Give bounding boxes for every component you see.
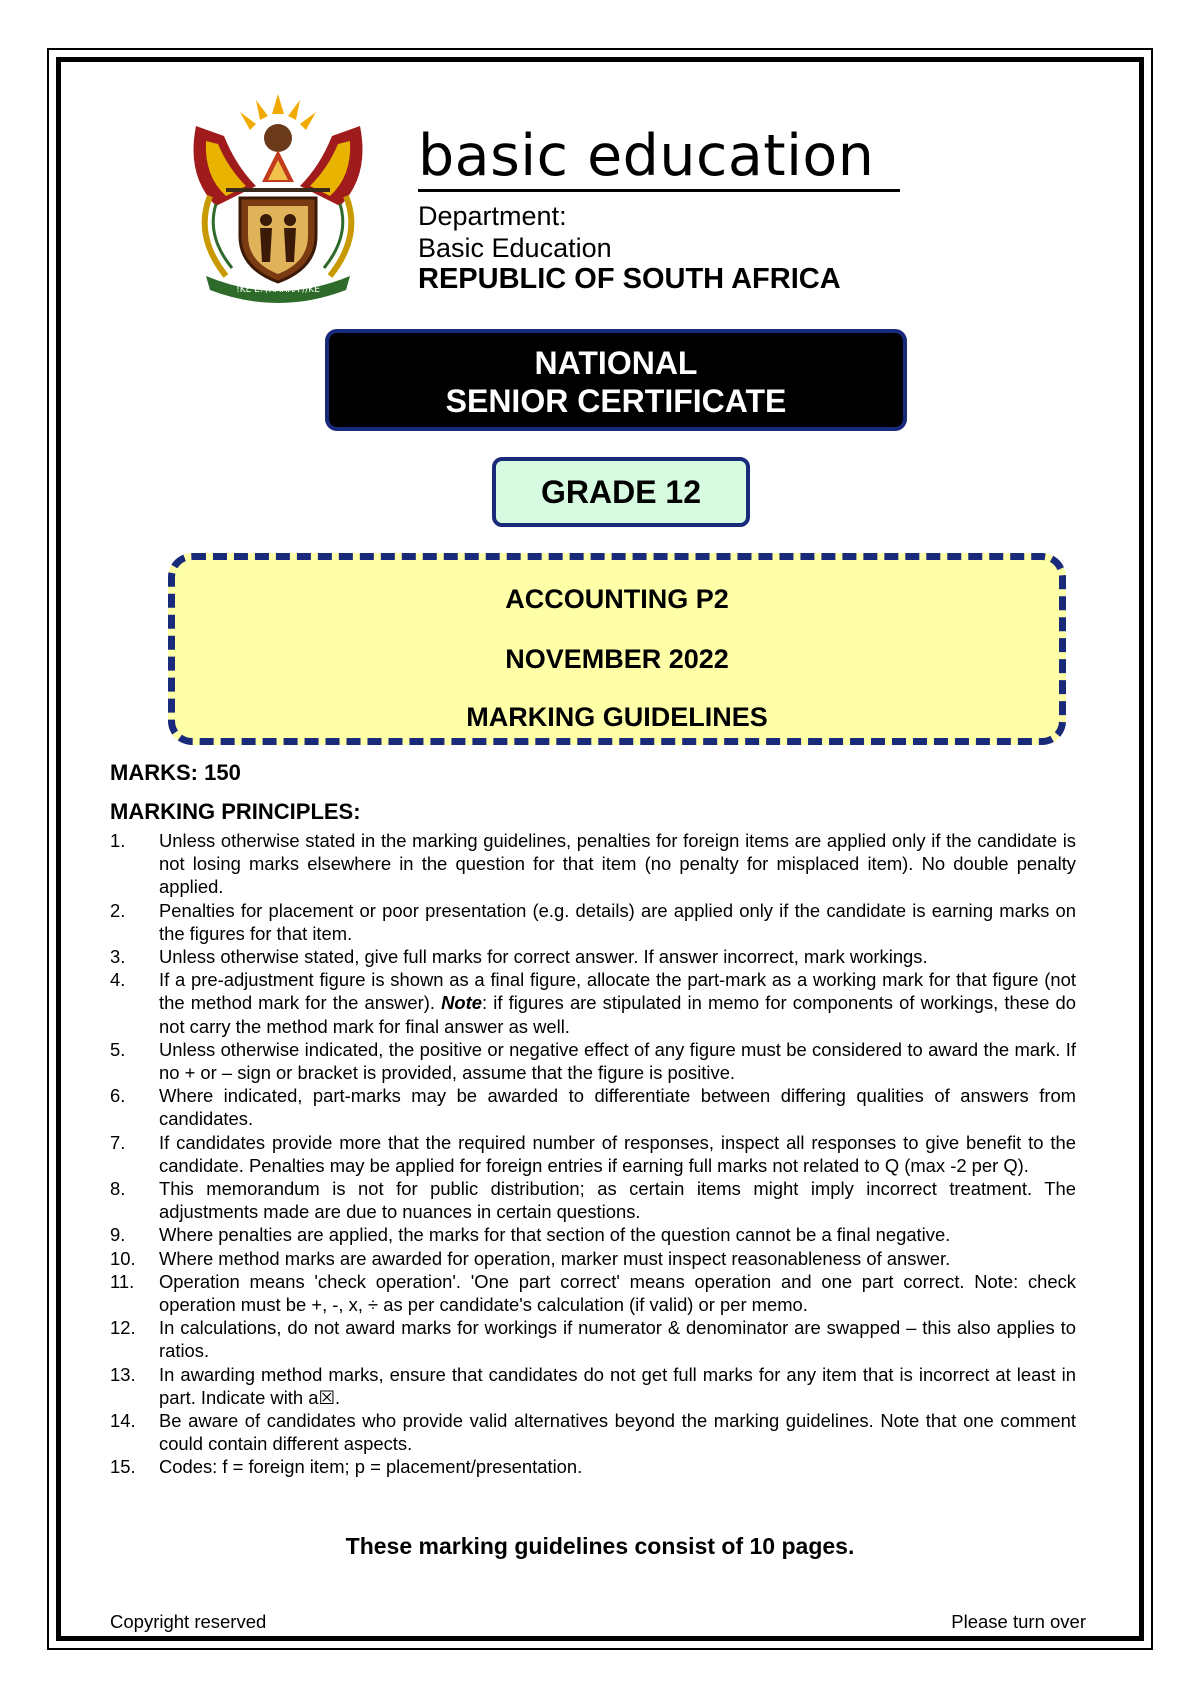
principle-item: [110, 1177, 1076, 1223]
principle-text: Where indicated, part-marks may be awarded to differentiate between differing qualities of answers from candidates.: [159, 1085, 1076, 1130]
principle-item: [110, 1363, 1076, 1409]
principle-text: Be aware of candidates who provide valid alternatives beyond the marking guidelines. Note that one comment could contain different aspects.: [159, 1410, 1076, 1455]
principle-item: [110, 1409, 1076, 1455]
certificate-line-1: NATIONAL: [534, 345, 698, 381]
principle-item: [110, 968, 1076, 1038]
principles-list: [110, 829, 1076, 1479]
principle-item: [110, 945, 1076, 968]
principle-number: 2.: [110, 899, 126, 921]
brand-divider: [418, 189, 900, 192]
principle-text: Operation means 'check operation'. 'One part correct' means operation and one part correct. Note: check operation must be +, -, x, ÷ as per candidate's calculation (if valid) or per memo.: [159, 1270, 1076, 1316]
principle-number: 4.: [110, 969, 126, 991]
principle-item: [110, 1455, 1076, 1478]
principle-number: 7.: [110, 1131, 126, 1153]
page-count-note: These marking guidelines consist of 10 pages.: [345, 1533, 855, 1559]
principle-number: 1.: [110, 830, 126, 851]
principle-item: [110, 899, 1076, 945]
grade-badge: GRADE 12: [492, 457, 750, 527]
principle-text: Where method marks are awarded for operation, marker must inspect reasonableness of answer.: [159, 1247, 951, 1269]
principle-text: Penalties for placement or poor presentation (e.g. details) are applied only if the candidate is earning marks on the figures for that item.: [159, 899, 1076, 944]
principle-number: 3.: [110, 946, 126, 968]
principle-number: 15.: [110, 1456, 136, 1478]
principle-text: Unless otherwise stated, give full marks for correct answer. If answer incorrect, mark workings.: [159, 946, 928, 968]
principle-text: Where penalties are applied, the marks for that section of the question cannot be a final negative.: [159, 1224, 951, 1246]
total-marks: MARKS: 150: [110, 760, 241, 785]
principle-number: 11.: [110, 1270, 135, 1292]
principle-text: Unless otherwise indicated, the positive or negative effect of any figure must be considered to award the mark. If no + or – sign or bracket is provided, assume that the figure is positive.: [159, 1038, 1076, 1084]
certificate-line-2: SENIOR CERTIFICATE: [445, 383, 787, 419]
principle-text: In calculations, do not award marks for workings if numerator & denominator are swapped – this also applies to ratios.: [159, 1317, 1076, 1362]
document-kind: MARKING GUIDELINES: [466, 702, 768, 732]
principle-emphasis: Note: [441, 992, 483, 1014]
principle-item: [110, 1270, 1076, 1316]
department-label: Department:: [418, 201, 567, 231]
principle-item: [110, 829, 1076, 899]
principle-text-continued: : if figures are stipulated in memo for components of workings, these do not carry the method mark for final answer as well.: [159, 992, 1077, 1037]
department-name: Basic Education: [418, 233, 612, 263]
principle-item: [110, 1316, 1076, 1362]
principle-number: 14.: [110, 1410, 136, 1432]
principles-heading: MARKING PRINCIPLES:: [110, 799, 361, 824]
subject-panel: [168, 553, 1066, 745]
principle-text: If candidates provide more that the required number of responses, inspect all responses to give benefit to the candidate. Penalties may be applied for foreign entries if earning full marks not related to Q (max -2 per Q).: [159, 1131, 1076, 1176]
principle-text: This memorandum is not for public distribution; as certain items might imply incorrect treatment. The adjustments made are due to nuances in certain questions.: [159, 1178, 1076, 1223]
principle-number: 9.: [110, 1224, 126, 1246]
exam-date: NOVEMBER 2022: [505, 644, 729, 674]
certificate-banner: [325, 329, 907, 431]
copyright-notice: Copyright reserved: [110, 1611, 267, 1632]
principle-item: [110, 1131, 1076, 1177]
principle-text: In awarding method marks, ensure that candidates do not get full marks for any item that is incorrect at least in part. Indicate with a☒.: [159, 1363, 1076, 1408]
country-name: REPUBLIC OF SOUTH AFRICA: [418, 263, 841, 295]
principle-number: 10.: [110, 1247, 136, 1269]
brand-title: basic education: [418, 123, 875, 189]
principle-number: 13.: [110, 1363, 136, 1385]
principle-item: [110, 1247, 1076, 1270]
principle-number: 12.: [110, 1317, 136, 1339]
subject-title: ACCOUNTING P2: [505, 584, 729, 614]
principle-item: [110, 1223, 1076, 1246]
principle-number: 6.: [110, 1085, 126, 1107]
principle-text: If a pre-adjustment figure is shown as a final figure, allocate the part-mark as a working mark for that figure (not the method mark for the answer).: [159, 969, 1076, 1014]
principle-text: Unless otherwise stated in the marking guidelines, penalties for foreign items are applied only if the candidate is not losing marks elsewhere in the question for that item (no penalty for misplaced item). No double penalty applied.: [159, 830, 1076, 898]
turn-over-note: Please turn over: [951, 1611, 1086, 1632]
principle-number: 5.: [110, 1038, 126, 1060]
principle-item: [110, 1084, 1076, 1130]
coat-of-arms-logo: [176, 86, 380, 306]
crest-motto: !KE E: /XARRA //KE: [236, 285, 320, 295]
principle-number: 8.: [110, 1178, 126, 1200]
principle-item: [110, 1038, 1076, 1084]
principle-text: Codes: f = foreign item; p = placement/presentation.: [159, 1456, 583, 1478]
